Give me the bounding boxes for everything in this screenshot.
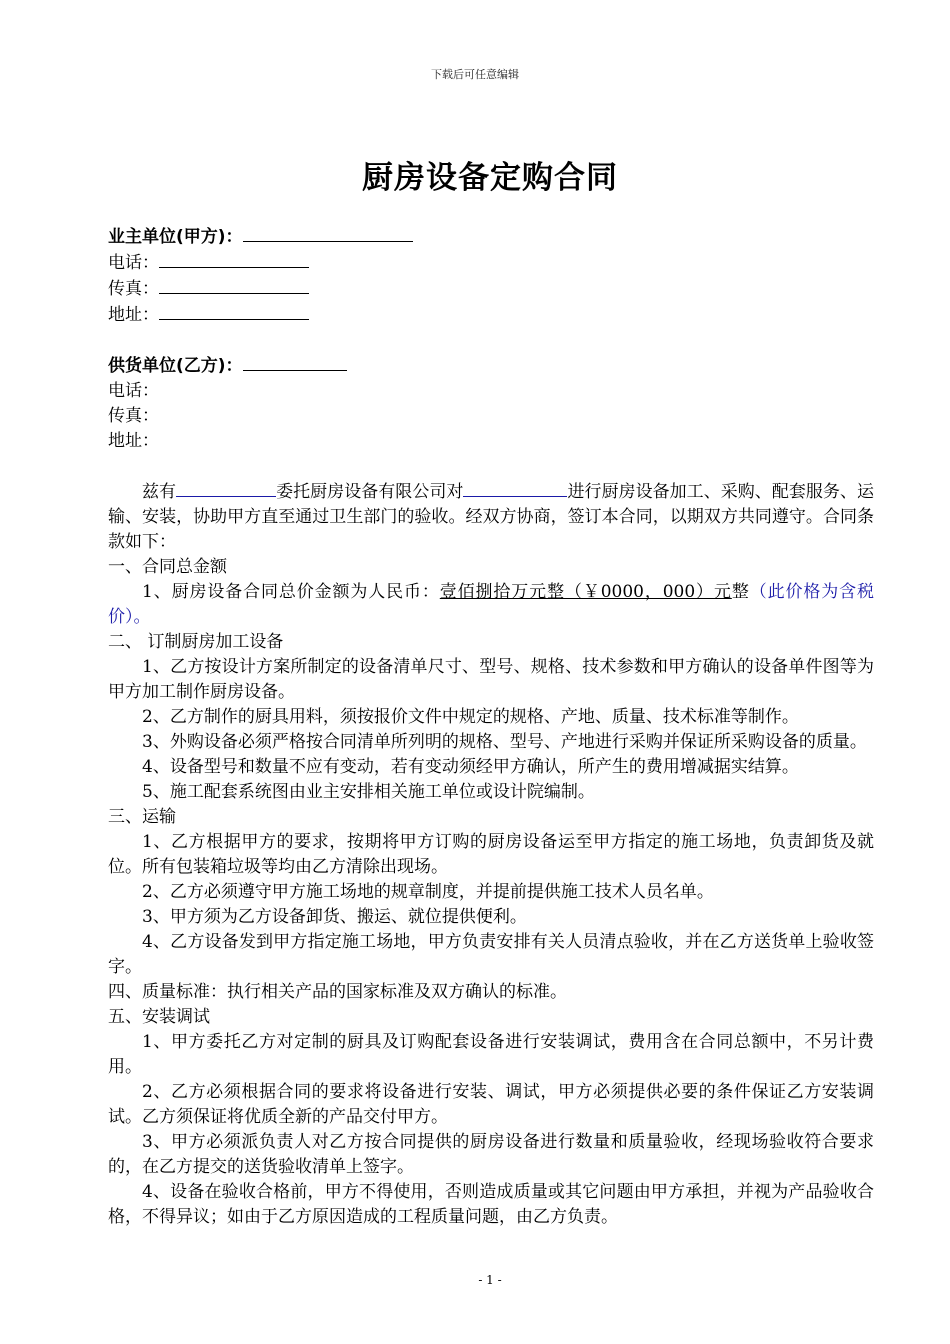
section-1-item-1-prefix: 1、厨房设备合同总价金额为人民币： [142, 582, 440, 602]
party-a-phone-line [108, 250, 874, 276]
section-1-heading: 一、合同总金额 [108, 557, 227, 577]
intro-paragraph [108, 479, 874, 555]
page-header-note: 下载后可任意编辑 [431, 68, 519, 81]
intro-blank-2 [463, 479, 567, 497]
section-3-item: 4、乙方设备发到甲方指定施工场地，甲方负责安排有关人员清点验收，并在乙方送货单上验收签字。 [108, 932, 874, 977]
party-a-phone-label: 电话： [108, 253, 159, 273]
party-a-phone-blank [159, 250, 309, 268]
page-number: - 1 - [478, 1273, 502, 1287]
section-3-item: 3、甲方须为乙方设备卸货、搬运、就位提供便利。 [142, 907, 527, 927]
party-b-address-label: 地址： [108, 431, 159, 451]
party-a-label: 业主单位(甲方)： [108, 227, 243, 247]
section-5-item: 4、设备在验收合格前，甲方不得使用，否则造成质量或其它问题由甲方承担，并视为产品验收合格，不得异议；如由于乙方原因造成的工程质量问题，由乙方负责。 [108, 1182, 874, 1227]
intro-part-2: 委托厨房设备有限公司对 [276, 482, 464, 502]
party-a-name-blank [243, 224, 413, 242]
section-2-item: 2、乙方制作的厨具用料，须按报价文件中规定的规格、产地、质量、技术标准等制作。 [142, 707, 799, 727]
party-a-fax-line [108, 276, 874, 302]
section-2-heading: 二、 订制厨房加工设备 [108, 632, 284, 652]
party-a-address-line [108, 302, 874, 328]
party-a-fax-label: 传真： [108, 279, 159, 299]
intro-blank-1 [176, 479, 276, 497]
section-5-heading: 五、安装调试 [108, 1007, 210, 1027]
party-a-fax-blank [159, 276, 309, 294]
section-5-item: 1、甲方委托乙方对定制的厨具及订购配套设备进行安装调试，费用含在合同总额中，不另计费用。 [108, 1032, 874, 1077]
section-2-item: 4、设备型号和数量不应有变动，若有变动须经甲方确认，所产生的费用增减据实结算。 [142, 757, 799, 777]
section-5-item: 2、乙方必须根据合同的要求将设备进行安装、调试，甲方必须提供必要的条件保证乙方安装调试。乙方须保证将优质全新的产品交付甲方。 [108, 1082, 874, 1127]
contract-amount: 壹佰捌拾万元整（￥0000，000）元 [439, 582, 732, 602]
document-title: 厨房设备定购合同 [362, 160, 618, 196]
section-2-item: 1、乙方按设计方案所制定的设备清单尺寸、型号、规格、技术参数和甲方确认的设备单件图等为甲方加工制作厨房设备。 [108, 657, 874, 702]
intro-part-3: 进行厨房设备加工、采购、配套服务、运输、安装，协助甲方直至通过卫生部门的验收。经双方协商，签订本合同，以期双方共同遵守。合同条款如下： [108, 482, 874, 552]
tax-note: （此价格为含税价）。 [108, 582, 875, 627]
party-a-address-label: 地址： [108, 305, 159, 325]
party-a-address-blank [159, 302, 309, 320]
section-2-item: 5、施工配套系统图由业主安排相关施工单位或设计院编制。 [142, 782, 595, 802]
party-b-label: 供货单位(乙方)： [108, 356, 243, 376]
section-3-item: 1、乙方根据甲方的要求，按期将甲方订购的厨房设备运至甲方指定的施工场地，负责卸货及就位。所有包装箱垃圾等均由乙方清除出现场。 [108, 832, 874, 877]
section-4-heading: 四、质量标准：执行相关产品的国家标准及双方确认的标准。 [108, 982, 567, 1002]
party-b-fax-label: 传真： [108, 406, 159, 426]
party-b-line [108, 353, 874, 379]
party-b-phone-label: 电话： [108, 381, 159, 401]
section-1-item-1-suffix: 整 [731, 582, 750, 602]
party-b-name-blank [243, 353, 347, 371]
party-a-line [108, 224, 874, 250]
section-5-item: 3、甲方必须派负责人对乙方按合同提供的厨房设备进行数量和质量验收，经现场验收符合要求的，在乙方提交的送货验收清单上签字。 [108, 1132, 874, 1177]
section-1-item-1 [108, 580, 874, 630]
contract-body [108, 224, 874, 1230]
section-3-heading: 三、运输 [108, 807, 176, 827]
intro-part-1: 兹有 [142, 482, 177, 502]
section-2-item: 3、外购设备必须严格按合同清单所列明的规格、型号、产地进行采购并保证所采购设备的质量。 [142, 732, 867, 752]
section-3-item: 2、乙方必须遵守甲方施工场地的规章制度，并提前提供施工技术人员名单。 [142, 882, 714, 902]
